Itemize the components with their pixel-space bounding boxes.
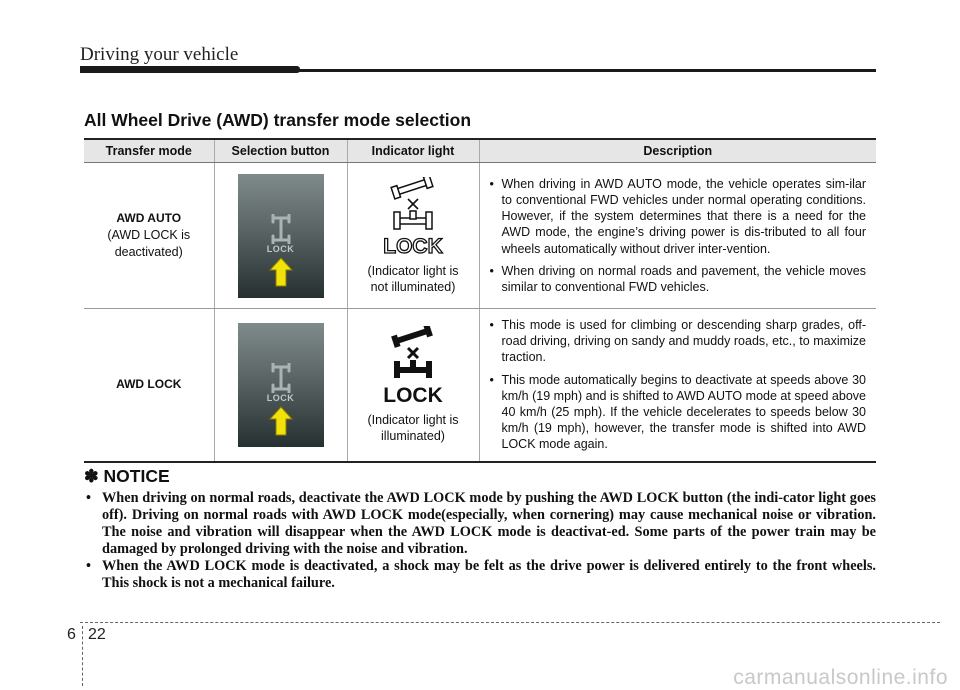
- awd-lock-button-image: [238, 174, 324, 298]
- description-item: • When driving on normal roads and pavement, the vehicle moves similar to conventional FWD vehicles.: [488, 263, 867, 295]
- notice-title: ✽ NOTICE: [84, 466, 170, 486]
- footer-rule: [80, 622, 940, 623]
- indicator-lock-text: LOCK: [383, 383, 443, 406]
- indicator-caption: (Indicator light is: [367, 412, 459, 427]
- press-arrow-icon: [269, 257, 293, 287]
- notice-item: • When driving on normal roads, deactivate the AWD LOCK mode by pushing the AWD LOCK button (the indi-cator light goes off). Driving on normal roads with AWD LOCK mode(especially, when cornering) may cause mechanical noise or vibration. The noise and vibration will disappear when the AWD LOCK mode is deactivat-ed. Some parts of the power train may be damaged by prolonged driving with the noise and vibration.: [84, 490, 876, 558]
- page-chapter-number: 6: [67, 626, 76, 643]
- awd-axle-icon: [260, 214, 302, 244]
- description-item: • When driving in AWD AUTO mode, the vehicle operates sim-ilar to conventional FWD vehicles under normal operating conditions. However, if the system determines that there is a need for the AWD mode, the engine’s driving power is dis-tributed to all four wheels automatically without driver inter-vention.: [488, 176, 867, 257]
- cell-transfer-mode: [84, 163, 214, 309]
- column-header-indicator-light: Indicator light: [347, 139, 479, 163]
- button-lock-label: LOCK: [266, 392, 295, 403]
- mode-name: AWD AUTO: [116, 211, 182, 225]
- description-item: • This mode is used for climbing or descending sharp grades, off-road driving, driving on sandy and muddy roads, etc., to maximize traction.: [488, 317, 867, 366]
- cell-indicator-light: [347, 163, 479, 309]
- column-header-description: Description: [479, 139, 876, 163]
- column-header-selection-button: Selection button: [214, 139, 347, 163]
- mode-name: AWD LOCK: [116, 377, 182, 392]
- cell-selection-button: [214, 163, 347, 309]
- indicator-lock-text: LOCK: [383, 234, 443, 257]
- press-arrow-icon: [269, 406, 293, 436]
- notice-list: [84, 490, 876, 592]
- indicator-caption: (Indicator light is: [367, 263, 459, 278]
- table-header-row: [84, 139, 876, 163]
- watermark: carmanualsonline.info: [733, 666, 948, 689]
- mode-note: (AWD LOCK is: [107, 228, 191, 242]
- section-title: All Wheel Drive (AWD) transfer mode selection: [84, 110, 472, 130]
- column-header-transfer-mode: Transfer mode: [84, 139, 214, 163]
- notice-item: • When the AWD LOCK mode is deactivated, a shock may be felt as the drive power is delivered entirely to the front wheels. This shock is not a mechanical failure.: [84, 558, 876, 592]
- cell-indicator-light: [347, 309, 479, 462]
- transfer-mode-table: [84, 138, 876, 463]
- cell-description: [479, 309, 876, 462]
- cell-description: [479, 163, 876, 309]
- header-tab: [80, 66, 300, 73]
- awd-lock-button-image: [238, 323, 324, 447]
- chapter-header: Driving your vehicle: [80, 44, 239, 65]
- indicator-caption: not illuminated): [370, 279, 456, 294]
- awd-lock-indicator-solid-icon: [382, 326, 444, 406]
- cell-selection-button: [214, 309, 347, 462]
- indicator-caption: illuminated): [381, 428, 445, 443]
- page-number: 22: [88, 626, 106, 643]
- description-item: • This mode automatically begins to deactivate at speeds above 30 km/h (19 mph) and is shifted to AWD AUTO mode at speed above 40 km/h (25 mph). If the vehicle decelerates to speeds below 30 km/h (19 mph), however, the transfer mode is shifted into AWD LOCK mode again.: [488, 372, 867, 453]
- button-lock-label: LOCK: [266, 243, 295, 254]
- footer-divider: [82, 626, 83, 686]
- table-row-awd-lock: [84, 309, 876, 462]
- table-row-awd-auto: [84, 163, 876, 309]
- awd-axle-icon: [260, 363, 302, 393]
- awd-lock-indicator-outline-icon: [382, 177, 444, 257]
- cell-transfer-mode: [84, 309, 214, 462]
- mode-note: deactivated): [114, 245, 183, 259]
